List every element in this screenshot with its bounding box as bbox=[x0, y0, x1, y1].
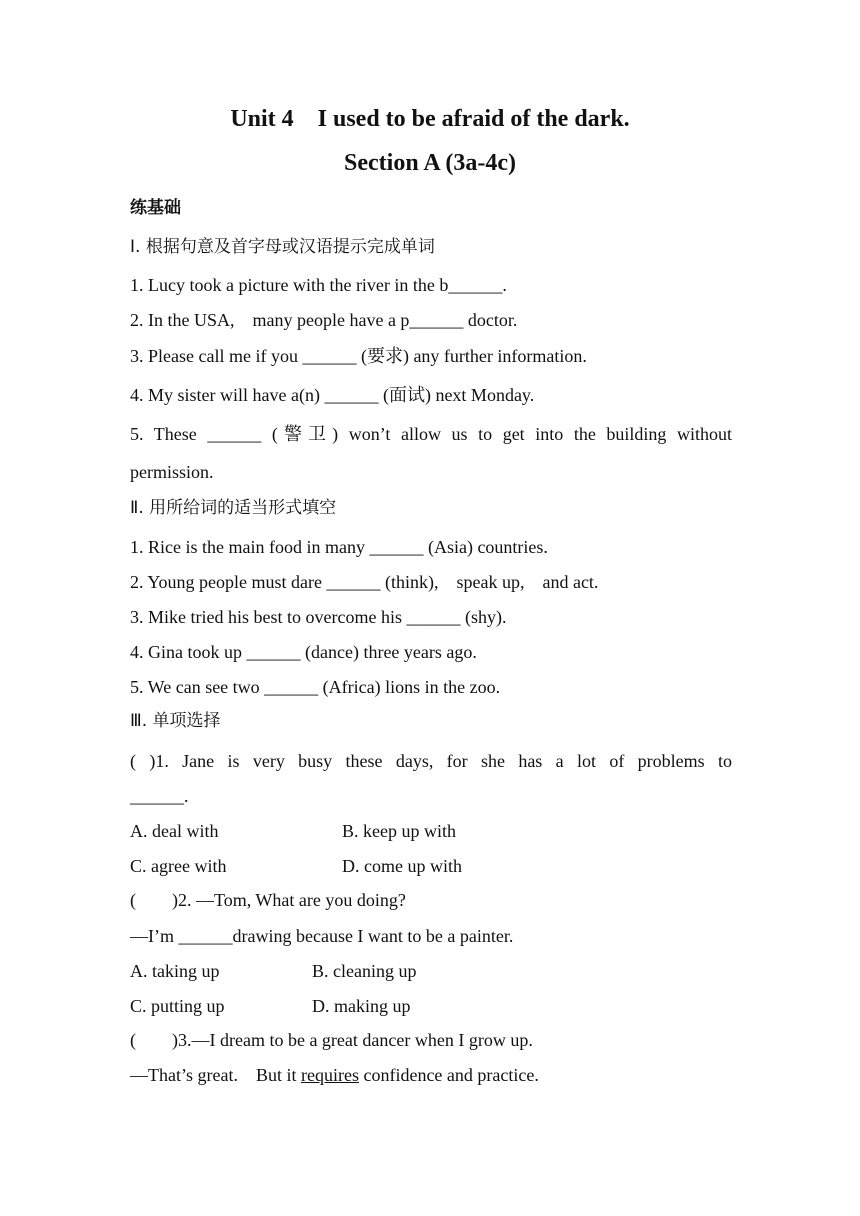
question-2-option-c: C. putting up bbox=[130, 996, 225, 1016]
underlined-word: requires bbox=[300, 1065, 359, 1085]
part2-item-3: 3. Mike tried his best to overcome his ______ (shy). bbox=[130, 607, 507, 627]
part1-item-1: 1. Lucy took a picture with the river in the b______. bbox=[130, 275, 507, 295]
question-1-stem-continued: ______. bbox=[130, 786, 189, 806]
part2-item-1: 1. Rice is the main food in many ______ (Asia) countries. bbox=[130, 537, 548, 557]
section-label: 练基础 bbox=[130, 198, 181, 218]
question-2-option-b: B. cleaning up bbox=[312, 961, 417, 981]
question-3-line-2-post: confidence and practice. bbox=[358, 1065, 539, 1085]
part1-item-5-continued: permission. bbox=[130, 462, 214, 482]
part1-item-3: 3. Please call me if you ______ (要求) any further information. bbox=[130, 346, 587, 366]
section-subtitle: Section A (3a-4c) bbox=[344, 150, 516, 176]
question-3-line-2 bbox=[130, 1064, 732, 1086]
part2-item-5: 5. We can see two ______ (Africa) lions in the zoo. bbox=[130, 677, 501, 697]
question-1-option-c: C. agree with bbox=[130, 856, 227, 876]
part2-heading: Ⅱ. 用所给词的适当形式填空 bbox=[130, 498, 337, 518]
question-2-option-d: D. making up bbox=[312, 996, 411, 1016]
part1-item-5: 5. These ______ (警卫) won’t allow us to get into the building without bbox=[130, 424, 732, 444]
part3-heading: Ⅲ. 单项选择 bbox=[130, 711, 221, 731]
part1-heading: Ⅰ. 根据句意及首字母或汉语提示完成单词 bbox=[130, 237, 435, 257]
question-3-stem: ( )3.—I dream to be a great dancer when I grow up. bbox=[130, 1030, 533, 1050]
question-1-option-d: D. come up with bbox=[342, 856, 462, 876]
question-2-stem: ( )2. —Tom, What are you doing? bbox=[130, 890, 406, 910]
question-2-option-a: A. taking up bbox=[130, 961, 220, 981]
part2-item-4: 4. Gina took up ______ (dance) three years ago. bbox=[130, 642, 477, 662]
question-3-line-2-pre: —That’s great. But it bbox=[130, 1065, 301, 1085]
part1-item-4: 4. My sister will have a(n) ______ (面试) next Monday. bbox=[130, 385, 535, 405]
question-2-line-2: —I’m ______drawing because I want to be a painter. bbox=[130, 926, 514, 946]
question-1-stem: ( )1. Jane is very busy these days, for she has a lot of problems to bbox=[130, 751, 732, 771]
part2-item-2: 2. Young people must dare ______ (think), speak up, and act. bbox=[130, 572, 599, 592]
question-1-option-a: A. deal with bbox=[130, 821, 219, 841]
unit-title: Unit 4 I used to be afraid of the dark. bbox=[230, 106, 630, 132]
part1-item-2: 2. In the USA, many people have a p______ doctor. bbox=[130, 310, 518, 330]
question-1-option-b: B. keep up with bbox=[342, 821, 456, 841]
